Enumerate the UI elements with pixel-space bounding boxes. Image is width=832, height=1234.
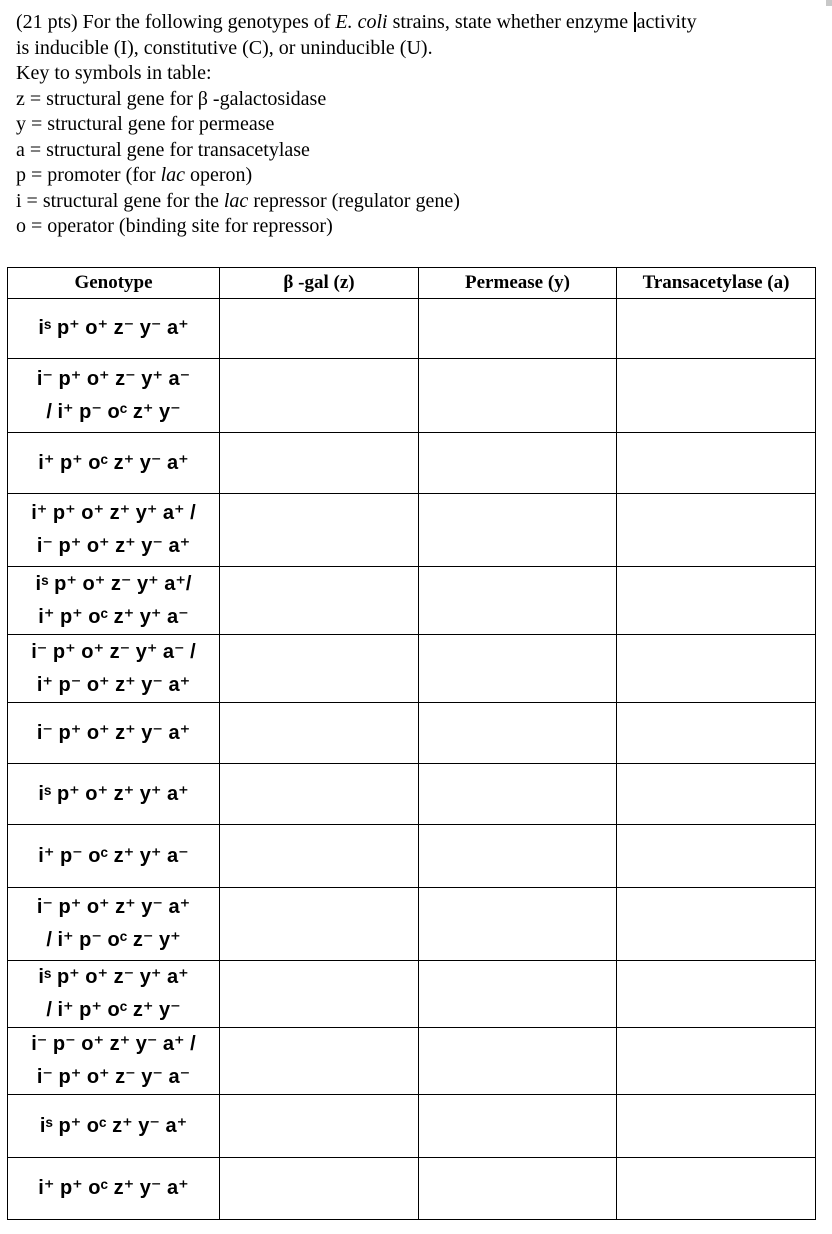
beta-gal-answer-cell[interactable] xyxy=(220,1158,419,1220)
transacetylase-answer-cell[interactable] xyxy=(617,1095,816,1158)
genotype-text: i⁺ p⁺ oᶜ z⁺ y⁻ a⁺ xyxy=(38,1177,189,1199)
key-y: y = structural gene for permease xyxy=(16,113,275,135)
genotype-cell xyxy=(8,1095,220,1158)
transacetylase-answer-cell[interactable] xyxy=(617,1158,816,1220)
permease-answer-cell[interactable] xyxy=(419,299,617,359)
key-heading: Key to symbols in table: xyxy=(16,62,212,84)
genotype-text: i⁺ p⁺ oᶜ z⁺ y⁻ a⁺ xyxy=(38,451,189,474)
table-row xyxy=(8,888,816,961)
permease-answer-cell[interactable] xyxy=(419,359,617,433)
genotype-text: i⁺ p⁻ oᶜ z⁺ y⁺ a⁻ xyxy=(38,844,189,867)
genotype-text: iˢ p⁺ o⁺ z⁺ y⁺ a⁺ xyxy=(38,782,189,805)
genotype-text: / i⁺ p⁺ oᶜ z⁺ y⁻ xyxy=(46,999,181,1021)
key-text: p = promoter (for xyxy=(16,164,161,186)
genotype-cell xyxy=(8,299,220,359)
transacetylase-answer-cell[interactable] xyxy=(617,299,816,359)
genotype-text: i⁻ p⁻ o⁺ z⁺ y⁻ a⁺ / xyxy=(31,1033,196,1055)
key-p xyxy=(16,163,816,189)
genotype-cell xyxy=(8,703,220,764)
table-row xyxy=(8,635,816,703)
table-row xyxy=(8,961,816,1028)
genotype-text: i⁻ p⁺ o⁺ z⁻ y⁺ a⁻ xyxy=(36,367,191,390)
key-o: o = operator (binding site for repressor) xyxy=(16,215,333,237)
column-header-permease: Permease (y) xyxy=(419,268,617,299)
table-row xyxy=(8,433,816,494)
genotype-text: iˢ p⁺ o⁺ z⁻ y⁺ a⁺/ xyxy=(35,572,192,595)
transacetylase-answer-cell[interactable] xyxy=(617,494,816,567)
beta-gal-answer-cell[interactable] xyxy=(220,494,419,567)
beta-gal-answer-cell[interactable] xyxy=(220,703,419,764)
transacetylase-answer-cell[interactable] xyxy=(617,764,816,825)
genotype-text: i⁻ p⁺ o⁺ z⁺ y⁻ a⁺ xyxy=(36,721,191,744)
key-i xyxy=(16,189,816,215)
table-row xyxy=(8,567,816,635)
genotype-text: i⁺ p⁺ o⁺ z⁺ y⁺ a⁺ / xyxy=(31,502,196,524)
key-text: repressor (regulator gene) xyxy=(248,189,460,212)
beta-gal-answer-cell[interactable] xyxy=(220,567,419,635)
table-row xyxy=(8,764,816,825)
text-cursor xyxy=(634,12,636,32)
question-line-1 xyxy=(16,10,816,36)
question-text-part: (21 pts) For the following genotypes of xyxy=(16,11,336,33)
genotype-cell xyxy=(8,1028,220,1095)
transacetylase-answer-cell[interactable] xyxy=(617,961,816,1028)
permease-answer-cell[interactable] xyxy=(419,961,617,1028)
permease-answer-cell[interactable] xyxy=(419,888,617,961)
transacetylase-answer-cell[interactable] xyxy=(617,433,816,494)
genotype-table xyxy=(7,267,816,1220)
genotype-text: i⁻ p⁺ o⁺ z⁺ y⁻ a⁺ xyxy=(36,535,191,557)
permease-answer-cell[interactable] xyxy=(419,825,617,888)
genotype-text: iˢ p⁺ o⁺ z⁻ y⁻ a⁺ xyxy=(38,317,189,339)
beta-gal-answer-cell[interactable] xyxy=(220,1095,419,1158)
genotype-cell xyxy=(8,635,220,703)
genotype-text: i⁻ p⁺ o⁺ z⁺ y⁻ a⁺ xyxy=(36,896,191,918)
table-row xyxy=(8,359,816,433)
genotype-cell xyxy=(8,567,220,635)
column-header-genotype: Genotype xyxy=(8,268,220,299)
genotype-cell xyxy=(8,825,220,888)
genotype-text: / i⁺ p⁻ oᶜ z⁺ y⁻ xyxy=(46,400,181,423)
permease-answer-cell[interactable] xyxy=(419,1095,617,1158)
genotype-cell xyxy=(8,764,220,825)
transacetylase-answer-cell[interactable] xyxy=(617,888,816,961)
genotype-cell xyxy=(8,359,220,433)
key-text: i = structural gene for the xyxy=(16,189,224,212)
question-text-part: strains, state whether enzyme xyxy=(387,11,634,33)
table-row xyxy=(8,703,816,764)
question-line-2: is inducible (I), constitutive (C), or uninducible (U). xyxy=(16,36,433,59)
genotype-cell xyxy=(8,494,220,567)
genotype-text: i⁻ p⁺ o⁺ z⁻ y⁻ a⁻ xyxy=(36,1066,191,1088)
key-text: operon) xyxy=(185,164,253,186)
permease-answer-cell[interactable] xyxy=(419,1028,617,1095)
beta-gal-answer-cell[interactable] xyxy=(220,825,419,888)
transacetylase-answer-cell[interactable] xyxy=(617,825,816,888)
genotype-text: / i⁺ p⁻ oᶜ z⁻ y⁺ xyxy=(46,929,181,951)
table-row xyxy=(8,825,816,888)
genotype-text: i⁻ p⁺ o⁺ z⁻ y⁺ a⁻ / xyxy=(31,640,196,663)
permease-answer-cell[interactable] xyxy=(419,433,617,494)
transacetylase-answer-cell[interactable] xyxy=(617,567,816,635)
table-row xyxy=(8,299,816,359)
scrollbar-thumb[interactable] xyxy=(826,0,832,6)
beta-gal-answer-cell[interactable] xyxy=(220,299,419,359)
genotype-cell xyxy=(8,433,220,494)
genotype-text: iˢ p⁺ oᶜ z⁺ y⁻ a⁺ xyxy=(39,1114,188,1137)
transacetylase-answer-cell[interactable] xyxy=(617,703,816,764)
beta-gal-answer-cell[interactable] xyxy=(220,635,419,703)
permease-answer-cell[interactable] xyxy=(419,635,617,703)
beta-gal-answer-cell[interactable] xyxy=(220,888,419,961)
genotype-text: iˢ p⁺ o⁺ z⁻ y⁺ a⁺ xyxy=(38,966,189,988)
permease-answer-cell[interactable] xyxy=(419,567,617,635)
genotype-cell xyxy=(8,888,220,961)
genotype-cell xyxy=(8,1158,220,1220)
permease-answer-cell[interactable] xyxy=(419,703,617,764)
lac-term: lac xyxy=(223,189,249,212)
table-row xyxy=(8,1158,816,1220)
transacetylase-answer-cell[interactable] xyxy=(617,1028,816,1095)
column-header-transacetylase: Transacetylase (a) xyxy=(617,268,816,299)
table-row xyxy=(8,1095,816,1158)
table-row xyxy=(8,494,816,567)
permease-answer-cell[interactable] xyxy=(419,1158,617,1220)
key-a: a = structural gene for transacetylase xyxy=(16,138,310,161)
key-z: z = structural gene for β -galactosidase xyxy=(16,87,327,110)
beta-gal-answer-cell[interactable] xyxy=(220,764,419,825)
beta-gal-answer-cell[interactable] xyxy=(220,359,419,433)
table-header-row xyxy=(8,268,816,299)
permease-answer-cell[interactable] xyxy=(419,764,617,825)
beta-gal-answer-cell[interactable] xyxy=(220,961,419,1028)
genotype-cell xyxy=(8,961,220,1028)
beta-gal-answer-cell[interactable] xyxy=(220,433,419,494)
permease-answer-cell[interactable] xyxy=(419,494,617,567)
column-header-beta-gal: β -gal (z) xyxy=(220,268,419,299)
genotype-text: i⁺ p⁻ o⁺ z⁺ y⁻ a⁺ xyxy=(36,673,191,696)
beta-gal-answer-cell[interactable] xyxy=(220,1028,419,1095)
organism-name: E. coli xyxy=(335,11,388,33)
question-text xyxy=(16,10,816,240)
lac-term: lac xyxy=(160,164,186,186)
question-text-part: activity xyxy=(636,11,697,33)
transacetylase-answer-cell[interactable] xyxy=(617,635,816,703)
genotype-text: i⁺ p⁺ oᶜ z⁺ y⁺ a⁻ xyxy=(38,605,189,628)
transacetylase-answer-cell[interactable] xyxy=(617,359,816,433)
table-row xyxy=(8,1028,816,1095)
